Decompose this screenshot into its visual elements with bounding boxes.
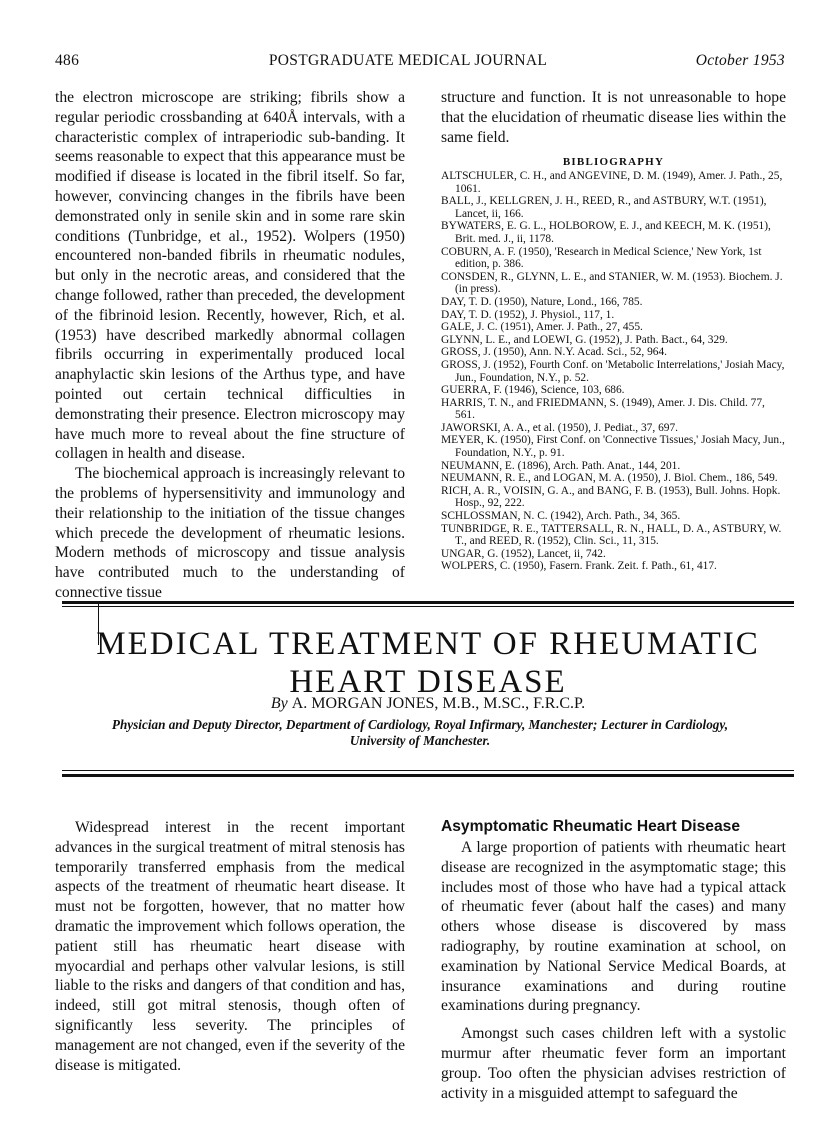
bibliography-entry: GROSS, J. (1950), Ann. N.Y. Acad. Sci., 52, 964. [441,346,668,359]
bibliography-entry: MEYER, K. (1950), First Conf. on 'Connective Tissues,' Josiah Macy, Jun., Foundation, N.Y., p. 91. [441,434,785,460]
bibliography-entry: GALE, J. C. (1951), Amer. J. Path., 27, 455. [441,321,643,334]
top-left-column [55,88,405,603]
author-affiliation [40,717,800,749]
bibliography-entry: GLYNN, L. E., and LOEWI, G. (1952), J. Path. Bact., 64, 329. [441,333,728,346]
bibliography-entry: SCHLOSSMAN, N. C. (1942), Arch. Path., 34, 365. [441,510,681,523]
paragraph: Widespread interest in the recent important advances in the surgical treatment of mitral stenosis has temporarily transferred emphasis from the medical aspects of the treatment of rheumatic heart disease. It must not be forgotten, however, that no matter how dramatic the improvement which follows operation, the patient still has rheumatic heart disease with myocardial and perhaps other valvular lesions, is still liable to the risks and dangers of that condition and has, indeed, still got mitral stenosis, though often of significantly less severity. The principles of management are not changed, even if the severity of the disease is mitigated. [55,819,405,1074]
paragraph: the electron microscope are striking; fibrils show a regular periodic crossbanding at 640Å intervals, with a characteristic complex of intraperiodic sub-banding. It seems reasonable to expect that this appearance must be modified if disease is located in the fibril itself. So far, however, convincing changes in the fibrils have been demonstrated only in senile skin and in some rare skin conditions (Tunbridge, et al., 1952). Wolpers (1950) encountered non-banded fibrils in rheumatic nodules, but only in the necrotic areas, and considered that the change followed, rather than preceded, the development of the fibrinoid lesion. Recently, however, Rich, et al. (1953) have described markedly abnormal collagen fibrils occurring in experimentally produced local anaphylactic skin lesions of the Arthus type, and have pointed out certain technical difficulties in demonstrating their presence. Electron microscopy may have much more to reveal about the fine structure of collagen in health and disease. [55,89,405,463]
paragraph: A large proportion of patients with rheumatic heart disease are recognized in the asymptomatic stage; this includes most of those who have had a typical attack of rheumatic fever (about half the cases) and many others whose disease is discovered by mass radiography, by routine examination at school, on examination by National Service Medical Boards, at insurance examinations and during routine examinations during pregnancy. [441,839,786,1015]
bibliography [441,170,786,573]
title-rule-top-thin [62,606,794,607]
page-number: 486 [55,52,80,69]
byline [62,695,794,713]
affiliation-line-1: Physician and Deputy Director, Department of Cardiology, Royal Infirmary, Manchester; Lecturer in Cardiology, [111,717,729,732]
title-rule-bottom-thin [62,770,794,771]
title-line-2: HEART DISEASE [289,664,567,700]
bibliography-entry: BALL, J., KELLGREN, J. H., REED, R., and ASTBURY, W.T. (1951), Lancet, ii, 166. [441,195,767,220]
section-heading: Asymptomatic Rheumatic Heart Disease [441,818,740,835]
paragraph: structure and function. It is not unreasonable to hope that the elucidation of rheumatic disease lies within the same field. [441,89,786,146]
journal-title: POSTGRADUATE MEDICAL JOURNAL [268,52,548,69]
bibliography-entry: COBURN, A. F. (1950), 'Research in Medical Science,' New York, 1st edition, p. 386. [441,245,762,271]
bibliography-entry: NEUMANN, R. E., and LOGAN, M. A. (1950), J. Biol. Chem., 186, 549. [441,472,778,485]
bibliography-entry: TUNBRIDGE, R. E., TATTERSALL, R. N., HALL, D. A., ASTBURY, W. T., and REED, R. (1952), Clin. Sci., 11, 315. [441,522,782,548]
top-right-column [441,88,786,147]
bibliography-entry: WOLPERS, C. (1950), Fasern. Frank. Zeit. f. Path., 61, 417. [441,560,717,573]
bibliography-entry: JAWORSKI, A. A., et al. (1950), J. Pediat., 37, 697. [441,421,679,434]
bibliography-entry: HARRIS, T. N., and FRIEDMANN, S. (1949), Amer. J. Dis. Child. 77, 561. [441,396,765,422]
author-name: A. MORGAN JONES, M.B., M.SC., F.R.C.P. [291,695,586,712]
bibliography-entry: UNGAR, G. (1952), Lancet, ii, 742. [441,547,606,560]
title-line-1: MEDICAL TREATMENT OF RHEUMATIC [96,626,760,662]
article-title [62,625,794,701]
bibliography-title: BIBLIOGRAPHY [562,156,665,168]
title-rule-bottom [62,774,794,777]
byline-prefix: By [270,695,288,712]
affiliation-line-2: University of Manchester. [349,733,491,748]
title-rule-top [62,601,794,604]
bibliography-entry: CONSDEN, R., GLYNN, L. E., and STANIER, W. M. (1953). Biochem. J. (in press). [441,270,783,296]
bibliography-entry: BYWATERS, E. G. L., HOLBOROW, E. J., and KEECH, M. K. (1951), Brit. med. J., ii, 1178. [441,220,771,245]
bottom-left-column [55,818,405,1075]
bottom-right-column [441,838,786,1103]
paragraph: Amongst such cases children left with a systolic murmur after rheumatic fever form an important group. Too often the physician advises restriction of activity in a misguided attempt to safeguard the [441,1025,786,1102]
bibliography-entry: GROSS, J. (1952), Fourth Conf. on 'Metabolic Interrelations,' Josiah Macy, Jun., Foundation, N.Y., p. 52. [441,358,785,384]
bibliography-entry: GUERRA, F. (1946), Science, 103, 686. [441,384,625,397]
bibliography-entry: NEUMANN, E. (1896), Arch. Path. Anat., 144, 201. [441,459,681,472]
paragraph: The biochemical approach is increasingly relevant to the problems of hypersensitivity and immunology and their relationship to the initiation of the tissue changes which precede the development of rheumatic lesions. Modern methods of microscopy and tissue analysis have contributed much to the understanding of connective tissue [55,465,405,601]
bibliography-entry: DAY, T. D. (1952), J. Physiol., 117, 1. [441,308,615,321]
issue-date: October 1953 [695,52,785,69]
bibliography-entry: ALTSCHULER, C. H., and ANGEVINE, D. M. (1949), Amer. J. Path., 25, 1061. [441,170,783,195]
bibliography-entry: DAY, T. D. (1950), Nature, Lond., 166, 785. [441,295,643,308]
bibliography-entry: RICH, A. R., VOISIN, G. A., and BANG, F. B. (1953), Bull. Johns. Hopk. Hosp., 92, 222. [441,484,781,510]
